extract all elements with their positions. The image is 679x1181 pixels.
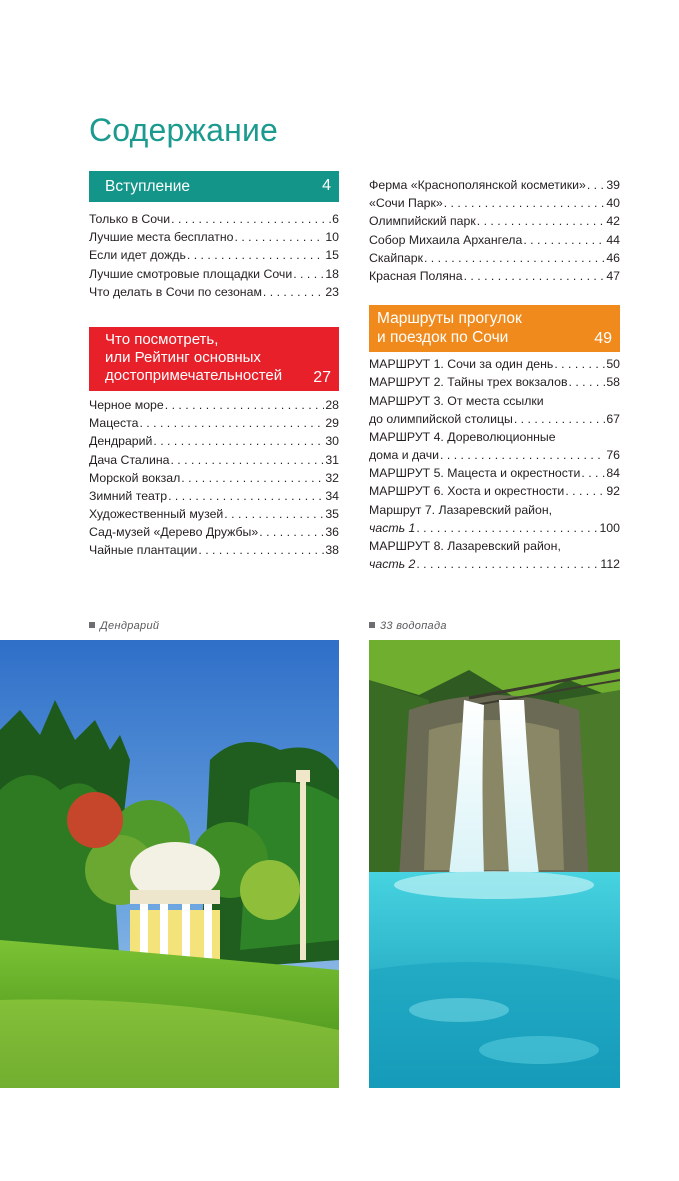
toc-entry[interactable]: Черное море . . . 28 bbox=[89, 396, 339, 414]
caption-square-icon bbox=[369, 622, 375, 628]
routes-list bbox=[369, 355, 620, 573]
toc-left-column bbox=[89, 171, 339, 560]
toc-entry[interactable]: МАРШРУТ 6. Хоста и окрестности . . . 92 bbox=[369, 482, 620, 500]
toc-entry[interactable]: Чайные плантации . . . 38 bbox=[89, 541, 339, 559]
toc-entry[interactable]: часть 1 . . . 100 bbox=[369, 519, 620, 537]
photo-caption-dendrarium: Дендрарий bbox=[89, 620, 159, 632]
toc-entry[interactable]: Художественный музей . . . 35 bbox=[89, 505, 339, 523]
toc-entry[interactable]: Скайпарк . . . 46 bbox=[369, 249, 620, 267]
toc-right-column bbox=[369, 176, 620, 573]
waterfall-illustration bbox=[369, 640, 620, 1088]
section-intro-title: Вступление bbox=[105, 178, 191, 195]
toc-entry[interactable]: Что делать в Сочи по сезонам . . . 23 bbox=[89, 283, 339, 301]
sights-list bbox=[89, 396, 339, 560]
dendrarium-illustration bbox=[0, 640, 339, 1088]
toc-entry[interactable]: Сад-музей «Дерево Дружбы» . . . 36 bbox=[89, 523, 339, 541]
toc-entry[interactable]: часть 2 . . . 112 bbox=[369, 555, 620, 573]
toc-entry[interactable]: МАРШРУТ 1. Сочи за один день . . . 50 bbox=[369, 355, 620, 373]
toc-entry-line1[interactable]: Маршрут 7. Лазаревский район, bbox=[369, 502, 553, 517]
toc-entry[interactable]: «Сочи Парк» . . . 40 bbox=[369, 194, 620, 212]
page-title: Содержание bbox=[89, 112, 279, 148]
toc-entry[interactable]: Ферма «Краснополянской косметики» . . . 39 bbox=[369, 176, 620, 194]
photo-waterfall bbox=[369, 640, 620, 1088]
section-sights-title-line1: Что посмотреть, bbox=[105, 330, 219, 348]
section-sights-title-line3: достопримечательностей bbox=[105, 366, 283, 384]
section-routes-title-line1: Маршруты прогулок bbox=[377, 310, 522, 328]
photo-dendrarium bbox=[0, 640, 339, 1088]
section-routes-page: 49 bbox=[594, 330, 612, 348]
toc-entry-line1[interactable]: МАРШРУТ 3. От места ссылки bbox=[369, 393, 544, 408]
toc-entry[interactable]: Дача Сталина . . . 31 bbox=[89, 451, 339, 469]
section-intro-page: 4 bbox=[322, 177, 331, 194]
section-routes-header[interactable] bbox=[369, 305, 620, 352]
toc-entry-line1[interactable]: МАРШРУТ 8. Лазаревский район, bbox=[369, 539, 561, 553]
section-sights-page: 27 bbox=[313, 368, 331, 386]
sights-list-continued bbox=[369, 176, 620, 285]
section-routes-title-line2: и поездок по Сочи bbox=[377, 329, 509, 347]
toc-entry[interactable]: Олимпийский парк . . . 42 bbox=[369, 212, 620, 230]
toc-entry[interactable]: до олимпийской столицы . . . 67 bbox=[369, 410, 620, 428]
toc-entry[interactable]: Красная Поляна . . . 47 bbox=[369, 267, 620, 285]
toc-entry[interactable]: МАРШРУТ 2. Тайны трех вокзалов . . . 58 bbox=[369, 373, 620, 391]
toc-entry[interactable]: Если идет дождь . . . 15 bbox=[89, 246, 339, 264]
photo-caption-waterfalls: 33 водопада bbox=[369, 620, 447, 632]
section-sights-header[interactable] bbox=[89, 327, 339, 391]
toc-entry[interactable]: МАРШРУТ 5. Мацеста и окрестности . . . 84 bbox=[369, 464, 620, 482]
toc-entry[interactable]: Дендрарий . . . 30 bbox=[89, 432, 339, 450]
toc-entry-line1[interactable]: МАРШРУТ 4. Дореволюционные bbox=[369, 429, 556, 444]
section-intro-header[interactable] bbox=[89, 171, 339, 202]
intro-list bbox=[89, 210, 339, 301]
toc-entry[interactable]: Мацеста . . . 29 bbox=[89, 414, 339, 432]
toc-entry[interactable]: Собор Михаила Архангела . . . 44 bbox=[369, 231, 620, 249]
toc-entry[interactable]: Лучшие места бесплатно . . . 10 bbox=[89, 228, 339, 246]
toc-entry[interactable]: Зимний театр . . . 34 bbox=[89, 487, 339, 505]
toc-entry[interactable]: Лучшие смотровые площадки Сочи . . . 18 bbox=[89, 265, 339, 283]
toc-entry[interactable]: дома и дачи . . . 76 bbox=[369, 446, 620, 464]
toc-entry[interactable]: Только в Сочи . . . 6 bbox=[89, 210, 339, 228]
toc-entry[interactable]: Морской вокзал . . . 32 bbox=[89, 469, 339, 487]
caption-square-icon bbox=[89, 622, 95, 628]
section-sights-title-line2: или Рейтинг основных bbox=[105, 348, 261, 366]
